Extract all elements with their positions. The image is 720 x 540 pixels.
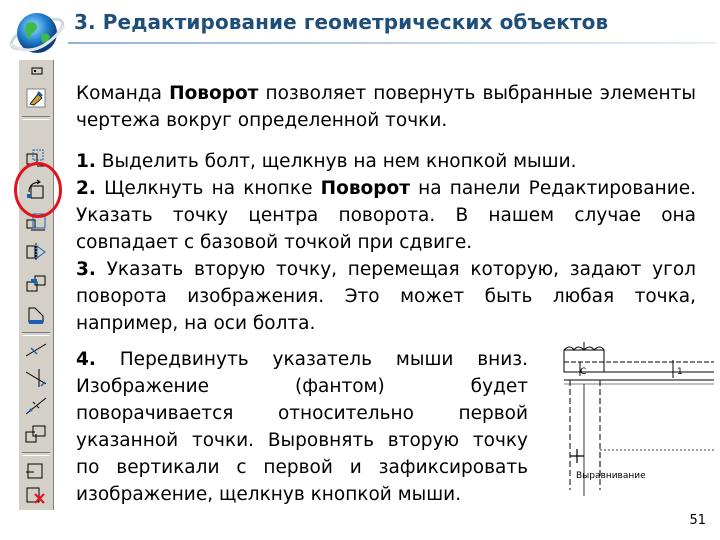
step-4-line: по вертикали с первой и зафиксировать [76,457,528,478]
rotation-drawing [540,340,716,500]
step-4-text: Передвинуть указатель мыши вниз. [95,349,528,370]
extend-icon[interactable] [23,422,49,446]
step-2-number: 2. [76,178,96,199]
step-1-text: Выделить болт, щелкнув на нем кнопкой мыши. [95,151,577,172]
title-underline [68,42,716,44]
drawing-align-label: Выравнивание [576,471,646,481]
trim-two-points-icon[interactable] [23,394,49,418]
trim-icon[interactable] [23,366,49,390]
step-2-command-name: Поворот [320,178,410,199]
step-4-line: изображение, щелкнув кнопкой мыши. [76,484,462,505]
steps-paragraph [76,148,696,337]
menu-icon[interactable] [23,64,49,88]
intro-text: Команда [76,83,170,104]
step-4-line: поворачивается относительно первой [76,403,528,424]
intro-paragraph [76,80,696,134]
array-icon[interactable] [23,458,49,482]
intro-text-rest: позволяет повернуть выбранные элементы чертежа вокруг определенной точки. [76,83,696,131]
intro-command-name: Поворот [169,83,259,104]
drawing-label-1: 1 [677,367,683,377]
deform-icon[interactable] [23,304,49,328]
step-1-number: 1. [76,151,96,172]
break-icon[interactable] [23,338,49,362]
step-3-number: 3. [76,259,96,280]
step-4-line: Изображение (фантом) будет [76,376,528,397]
rotate-button-highlight [14,162,62,218]
step-4-number: 4. [76,349,96,370]
drawing-label-c: С [580,367,587,377]
step-2-text-rest: на панели Редактирование. Указать точку центра поворота. В нашем случае она совпадает с базовой точкой при сдвиге. [76,178,696,253]
step-4-paragraph [76,346,528,508]
edit-tools-icon[interactable] [23,86,49,110]
toolbar-separator [22,116,50,120]
toolbar-separator [22,452,50,456]
step-4-line: указанной точки. Выровнять вторую точку [76,430,528,451]
step-4-line [76,346,528,373]
step-2-text: Щелкнуть на кнопке [95,178,321,199]
edit-toolbar [18,60,54,510]
delete-icon[interactable] [23,484,49,508]
copy-icon[interactable] [23,272,49,296]
toolbar-separator [22,332,50,336]
mirror-icon[interactable] [23,240,49,264]
step-3-text: Указать вторую точку, перемещая которую, задают угол поворота изображения. Это может быть любая точка, например, на оси болта. [76,259,696,334]
page-number: 51 [689,513,706,528]
globe-logo-icon [6,4,68,62]
slide-title: 3. Редактирование геометрических объектов [74,10,609,34]
